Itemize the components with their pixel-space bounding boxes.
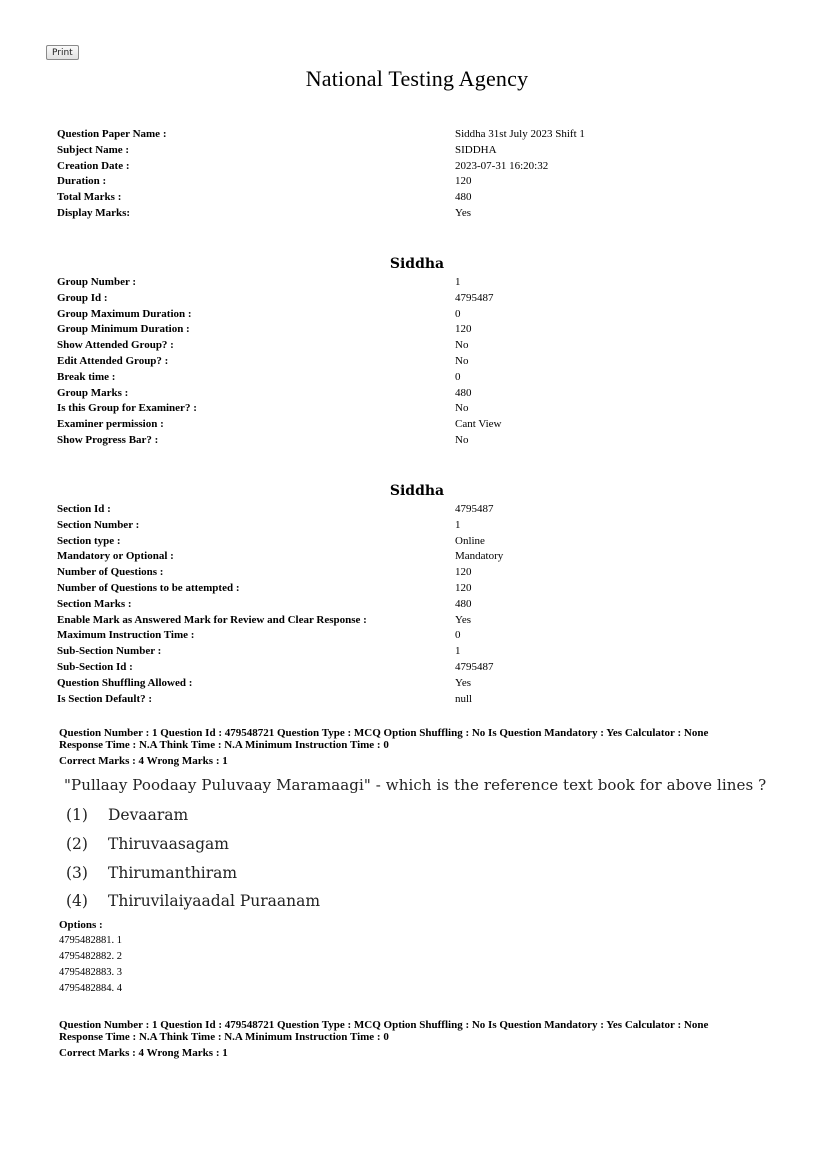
- section-row: [57, 581, 757, 597]
- question-meta: [59, 1019, 779, 1043]
- section-value: 4795487: [455, 503, 494, 515]
- group-row: [57, 322, 757, 338]
- paper-info-table: [57, 127, 757, 222]
- choice-text: Devaaram: [108, 806, 189, 824]
- option-id: 4795482881. 1: [59, 935, 122, 946]
- section-label: Is Section Default? :: [57, 692, 153, 705]
- group-row: [57, 291, 757, 307]
- group-value: No: [455, 354, 469, 367]
- info-label: Total Marks :: [57, 191, 122, 204]
- section-label: Number of Questions to be attempted :: [57, 581, 240, 594]
- section-label: Maximum Instruction Time :: [57, 629, 195, 642]
- group-heading: Siddha: [389, 256, 445, 272]
- group-value: Cant View: [455, 418, 502, 431]
- group-row: [57, 417, 757, 433]
- section-row: [57, 660, 757, 676]
- info-row: [57, 143, 757, 159]
- group-label: Group Maximum Duration :: [57, 307, 192, 320]
- choice-number: (2): [66, 835, 88, 853]
- info-label: Subject Name :: [57, 143, 130, 156]
- group-label: Break time :: [57, 370, 116, 383]
- question-meta: [59, 727, 779, 751]
- question-meta-line: Response Time : N.A Think Time : N.A Minimum Instruction Time : 0: [59, 739, 389, 751]
- print-button[interactable]: Print: [46, 45, 79, 60]
- question-marks: Correct Marks : 4 Wrong Marks : 1: [59, 755, 228, 767]
- section-label: Section Marks :: [57, 597, 132, 610]
- section-row: [57, 676, 757, 692]
- info-row: [57, 206, 757, 222]
- group-label: Group Id :: [57, 291, 108, 304]
- section-row: [57, 644, 757, 660]
- choice-number: (1): [66, 806, 88, 824]
- section-row: [57, 597, 757, 613]
- info-value: SIDDHA: [455, 143, 497, 156]
- info-row: [57, 159, 757, 175]
- group-value: 0: [455, 307, 461, 320]
- section-value: 120: [455, 566, 472, 579]
- group-row: [57, 338, 757, 354]
- options-label: Options :: [59, 919, 103, 931]
- section-value: 1: [455, 518, 461, 531]
- section-label: Question Shuffling Allowed :: [57, 676, 193, 689]
- section-row: [57, 534, 757, 550]
- info-value: 120: [455, 175, 472, 188]
- section-row: [57, 692, 757, 708]
- group-info-table: [57, 275, 757, 449]
- info-label: Question Paper Name :: [57, 128, 167, 140]
- section-row: [57, 549, 757, 565]
- group-row: [57, 354, 757, 370]
- section-value: Yes: [455, 613, 472, 626]
- group-label: Show Attended Group? :: [57, 339, 174, 352]
- group-label: Group Marks :: [57, 386, 129, 399]
- section-row: [57, 565, 757, 581]
- group-value: No: [455, 433, 469, 446]
- section-label: Enable Mark as Answered Mark for Review and Clear Response :: [57, 613, 367, 626]
- section-value: null: [455, 692, 473, 705]
- section-row: [57, 628, 757, 644]
- info-value: Siddha 31st July 2023 Shift 1: [455, 128, 585, 140]
- question-marks: Correct Marks : 4 Wrong Marks : 1: [59, 1047, 228, 1059]
- section-value: Mandatory: [455, 550, 504, 563]
- section-value: Yes: [455, 676, 472, 689]
- group-row: [57, 275, 757, 291]
- section-row: [57, 502, 757, 518]
- group-value: No: [455, 339, 469, 352]
- section-label: Number of Questions :: [57, 566, 164, 579]
- info-value: 480: [455, 191, 472, 204]
- choice-text: Thiruvaasagam: [108, 835, 229, 853]
- section-heading: Siddha: [389, 483, 445, 499]
- group-label: Show Progress Bar? :: [57, 433, 159, 446]
- group-value: 1: [455, 276, 461, 288]
- group-label: Group Minimum Duration :: [57, 323, 190, 336]
- section-row: [57, 613, 757, 629]
- info-row: [57, 127, 757, 143]
- info-label: Display Marks:: [57, 206, 131, 219]
- group-value: 480: [455, 386, 472, 399]
- group-label: Is this Group for Examiner? :: [57, 402, 197, 415]
- section-label: Sub-Section Number :: [57, 645, 162, 658]
- group-value: No: [455, 402, 469, 415]
- section-value: 0: [455, 629, 461, 642]
- info-value: 2023-07-31 16:20:32: [455, 159, 549, 172]
- section-label: Mandatory or Optional :: [57, 550, 174, 563]
- info-label: Creation Date :: [57, 159, 130, 172]
- info-value: Yes: [455, 206, 472, 219]
- section-value: Online: [455, 534, 485, 547]
- group-row: [57, 386, 757, 402]
- group-row: [57, 401, 757, 417]
- info-row: [57, 190, 757, 206]
- section-value: 120: [455, 581, 472, 594]
- choice-number: (3): [66, 864, 88, 882]
- info-label: Duration :: [57, 175, 107, 188]
- group-row: [57, 433, 757, 449]
- question-text: "Pullaay Poodaay Puluvaay Maramaagi" - which is the reference text book for above lines ?: [64, 776, 767, 794]
- group-value: 4795487: [455, 291, 494, 304]
- page-title: National Testing Agency: [305, 66, 529, 91]
- question-meta-line: Response Time : N.A Think Time : N.A Minimum Instruction Time : 0: [59, 1031, 389, 1043]
- group-value: 0: [455, 370, 461, 383]
- choice-text: Thiruvilaiyaadal Puraanam: [108, 892, 321, 910]
- section-value: 480: [455, 597, 472, 610]
- question-meta-line: Question Number : 1 Question Id : 479548721 Question Type : MCQ Option Shuffling : No Is Question Mandatory : Yes Calculator : None: [59, 1019, 709, 1031]
- group-row: [57, 307, 757, 323]
- section-value: 4795487: [455, 660, 494, 673]
- info-row: [57, 174, 757, 190]
- section-row: [57, 518, 757, 534]
- option-id: 4795482883. 3: [59, 967, 122, 978]
- group-value: 120: [455, 323, 472, 336]
- group-label: Edit Attended Group? :: [57, 354, 169, 367]
- section-value: 1: [455, 645, 461, 658]
- section-label: Section type :: [57, 534, 121, 547]
- option-id: 4795482882. 2: [59, 951, 122, 962]
- section-label: Sub-Section Id :: [57, 660, 133, 673]
- section-label: Section Number :: [57, 518, 140, 531]
- group-label: Examiner permission :: [57, 418, 164, 431]
- choice-number: (4): [66, 892, 88, 910]
- group-label: Group Number :: [57, 276, 137, 288]
- choice-text: Thirumanthiram: [108, 864, 238, 882]
- section-info-table: [57, 502, 757, 707]
- option-id: 4795482884. 4: [59, 983, 122, 994]
- group-row: [57, 370, 757, 386]
- section-label: Section Id :: [57, 503, 111, 515]
- question-meta-line: Question Number : 1 Question Id : 479548721 Question Type : MCQ Option Shuffling : No Is Question Mandatory : Yes Calculator : None: [59, 727, 709, 739]
